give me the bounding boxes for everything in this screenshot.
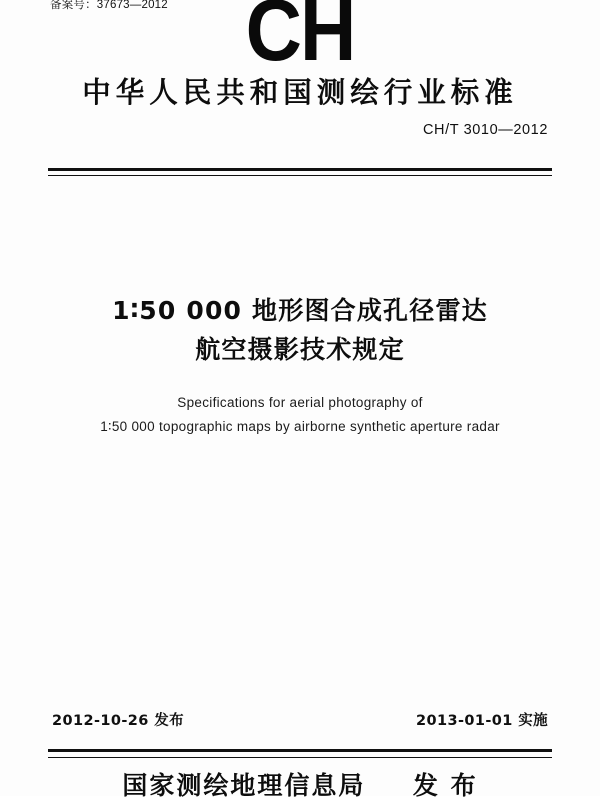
effective-date: 2013-01-01 实施 [416,713,548,729]
footer-rule-thick [48,749,552,752]
page-subtitle-line-2: 1∶50 000 topographic maps by airborne synthetic aperture radar [100,418,500,434]
page-title-line-2: 航空摄影技术规定 [195,334,405,364]
page-title [0,292,600,370]
publisher-name: 国家测绘地理信息局 [122,771,366,800]
standard-number: CH/T 3010—2012 [422,122,548,138]
publisher-action: 发 布 [412,771,478,800]
header-rule-thin [48,175,552,176]
header-rule-thick [48,168,552,171]
standard-series-title: 中华人民共和国测绘行业标准 [82,76,518,109]
page-title-line-1: 1∶50 000 地形图合成孔径雷达 [112,296,488,325]
page-subtitle-line-1: Specifications for aerial photography of [177,395,423,410]
publisher [0,766,600,802]
page-subtitle [0,391,600,438]
issue-date: 2012-10-26 发布 [52,713,184,729]
footer-rule-thin [48,757,552,758]
ch-logo: CH [245,0,355,79]
record-number: 备案号：37673—2012 [50,0,168,11]
